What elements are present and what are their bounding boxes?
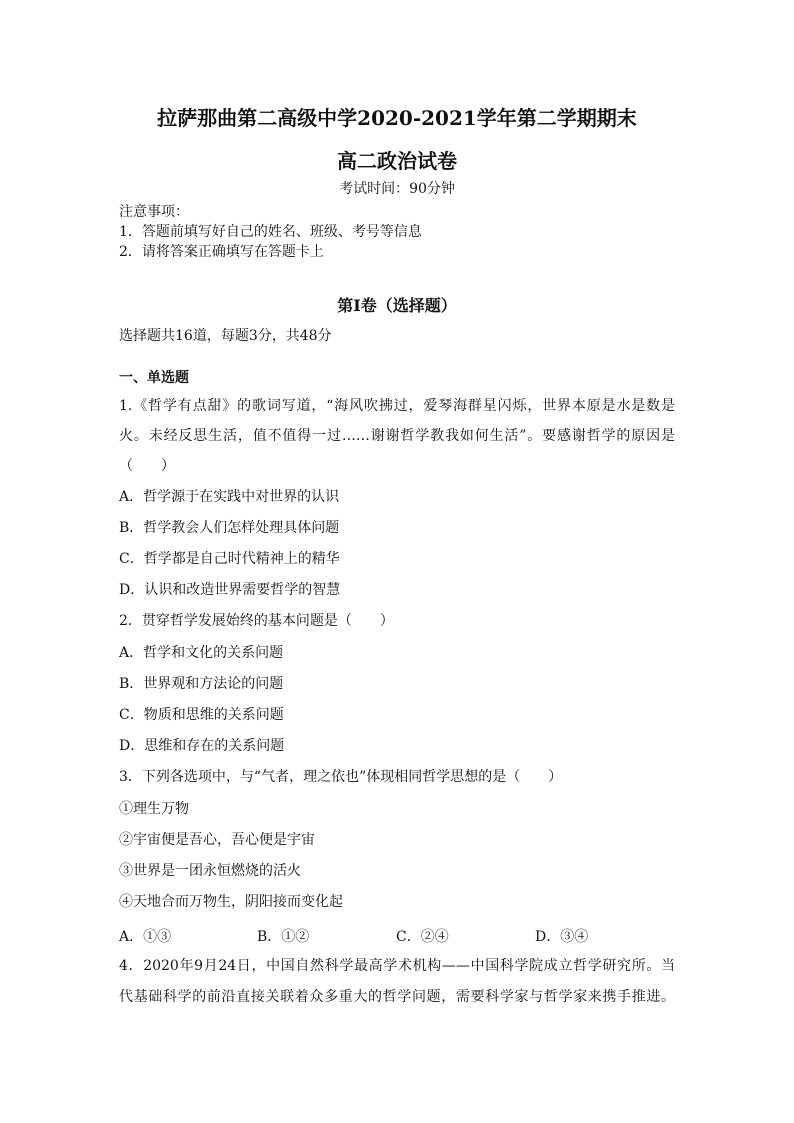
question-3-option-c: C．②④ [396,929,449,945]
question-2-stem: 2．贯穿哲学发展始终的基本问题是（ ） [119,613,394,629]
question-3-statement-1: ①理生万物 [119,801,189,817]
question-2-option-c: C．物质和思维的关系问题 [119,707,284,723]
exam-title: 拉萨那曲第二高级中学2020-2021学年第二学期期末 [157,106,637,130]
question-1-stem: （ ） [119,458,175,474]
question-4-stem: 代基础科学的前沿直接关联着众多重大的哲学问题，需要科学家与哲学家来携手推进。 [119,989,675,1005]
question-3-statement-4: ④天地合而万物生，阴阳接而变化起 [119,894,343,910]
question-1-option-d: D．认识和改造世界需要哲学的智慧 [119,582,341,598]
exam-subtitle: 高二政治试卷 [337,149,457,173]
question-3-options [119,926,679,944]
question-1-stem: 1.《哲学有点甜》的歌词写道，“海风吹拂过，爱琴海群星闪烁，世界本原是水是数是 [119,398,675,414]
section-title: 第I卷（选择题） [337,296,457,315]
section-description: 选择题共16道，每题3分，共48分 [119,328,332,344]
notes-item: 1．答题前填写好自己的姓名、班级、考号等信息 [119,224,422,240]
question-3-option-b: B．①② [257,929,310,945]
notes-heading: 注意事项： [119,204,189,220]
question-2-option-d: D．思维和存在的关系问题 [119,738,285,754]
question-1-option-c: C．哲学都是自己时代精神上的精华 [119,551,340,567]
question-1-stem: 火。未经反思生活，值不值得一过……谢谢哲学教我如何生活”。要感谢哲学的原因是 [119,428,675,444]
question-3-option-a: A．①③ [119,929,172,945]
question-2-option-a: A．哲学和文化的关系问题 [119,645,284,661]
question-3-stem: 3．下列各选项中，与“气者，理之依也”体现相同哲学思想的是（ ） [119,769,563,785]
exam-time: 考试时间：90分钟 [339,181,455,197]
question-4-stem: 4．2020年9月24日，中国自然科学最高学术机构——中国科学院成立哲学研究所。当 [119,958,675,974]
question-1-option-b: B．哲学教会人们怎样处理具体问题 [119,520,340,536]
question-3-option-d: D．③④ [535,929,589,945]
question-3-statement-2: ②宇宙便是吾心，吾心便是宇宙 [119,832,315,848]
part-heading: 一、单选题 [119,370,189,386]
notes-item: 2．请将答案正确填写在答题卡上 [119,244,324,260]
question-3-statement-3: ③世界是一团永恒燃烧的活火 [119,863,301,879]
question-2-option-b: B．世界观和方法论的问题 [119,676,284,692]
question-1-option-a: A．哲学源于在实践中对世界的认识 [119,489,340,505]
